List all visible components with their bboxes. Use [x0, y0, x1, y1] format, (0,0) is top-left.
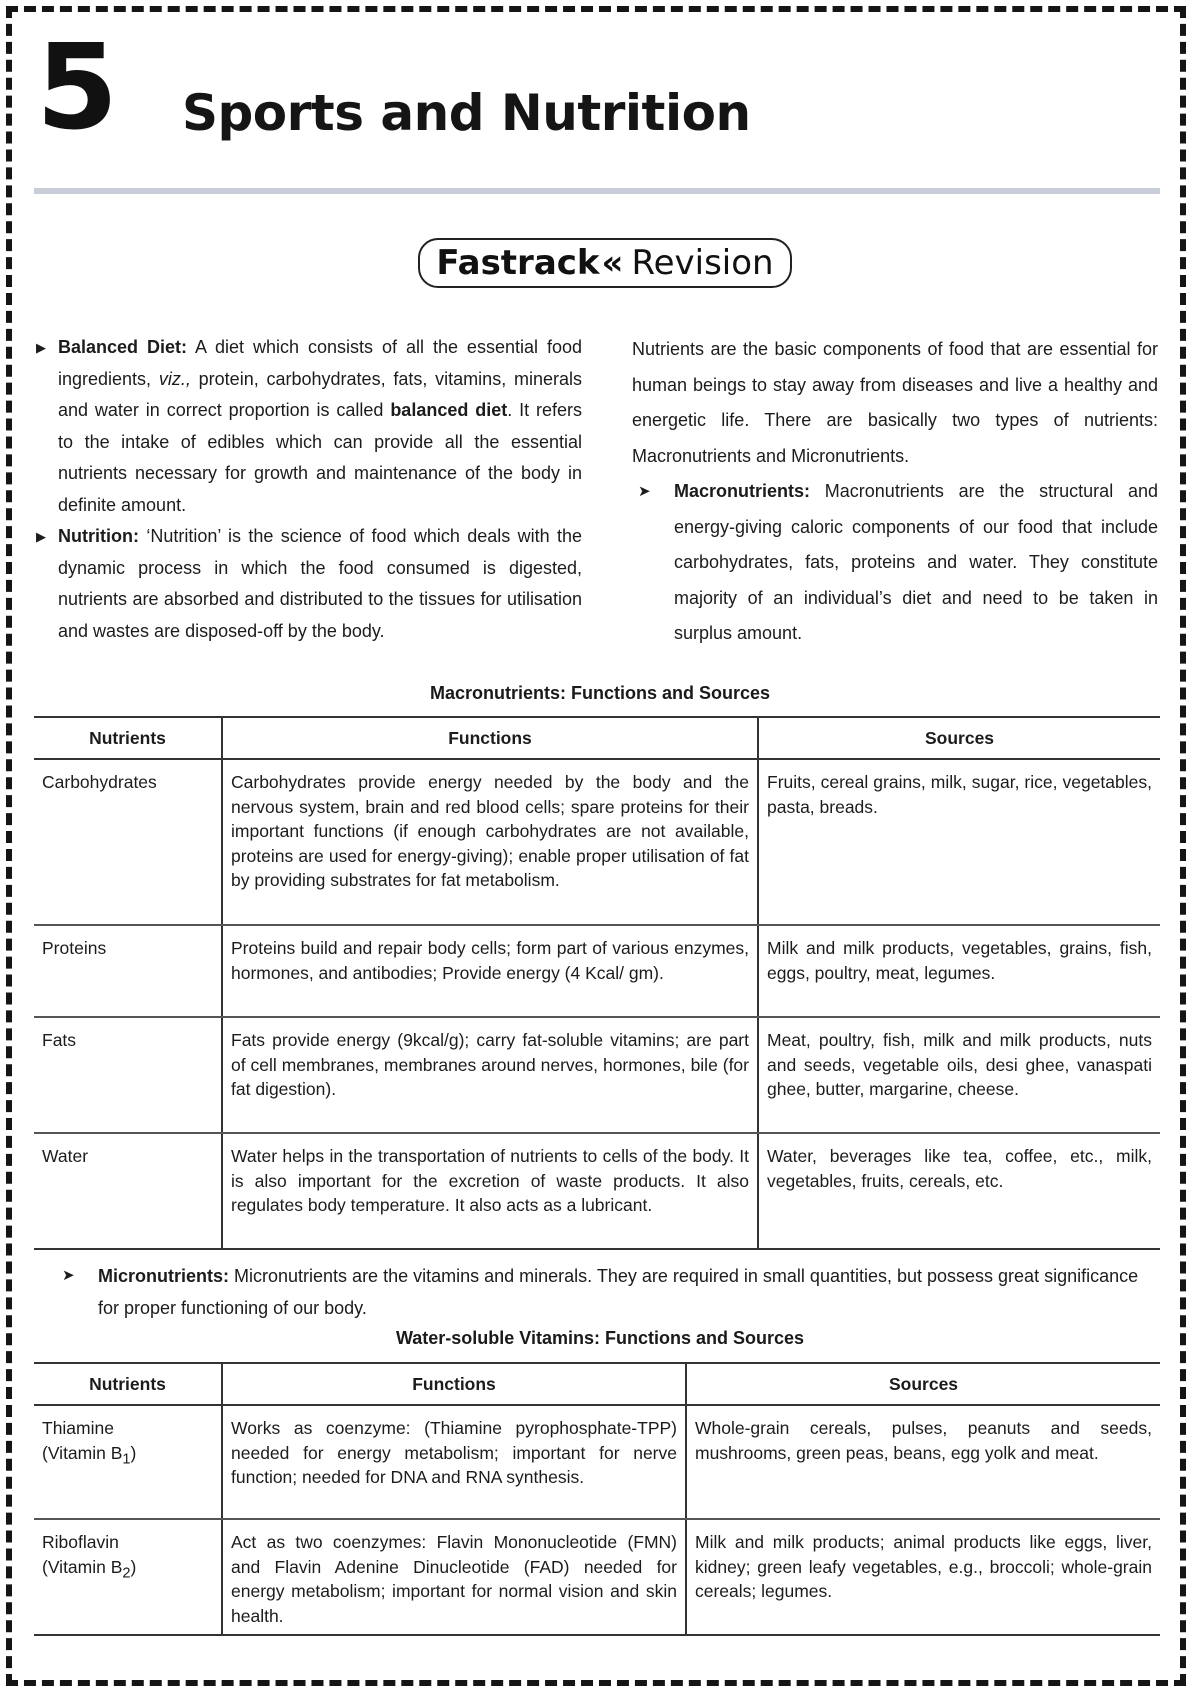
header-sources: Sources — [758, 717, 1160, 759]
table-row — [34, 759, 1160, 925]
nutrient-cell — [34, 1405, 222, 1519]
title-divider — [34, 188, 1160, 194]
functions-cell: Water helps in the transportation of nutrients to cells of the body. It is also important for the excretion of waste products. It also regulates body temperature. It also acts as a lubricant. — [222, 1133, 758, 1249]
sources-cell: Whole-grain cereals, pulses, peanuts and seeds, mushrooms, green peas, beans, egg yolk and meat. — [686, 1405, 1160, 1519]
functions-cell: Proteins build and repair body cells; form part of various enzymes, hormones, and antibodies; Provide energy (4 Kcal/ gm). — [222, 925, 758, 1017]
macronutrients-table — [34, 716, 1160, 1250]
sources-cell: Water, beverages like tea, coffee, etc., milk, vegetables, fruits, cereals, etc. — [758, 1133, 1160, 1249]
table-row — [34, 925, 1160, 1017]
macronutrients-text: Macronutrients are the structural and energy-giving caloric components of our food that include carbohydrates, fats, proteins and water. They constitute majority of an individual’s diet and need to be taken in surplus amount. — [674, 481, 1158, 643]
balanced-diet-viz: viz., — [158, 368, 191, 389]
left-column — [36, 332, 582, 647]
nutrient-cell: Fats — [34, 1017, 222, 1133]
vitamin-table-caption: Water-soluble Vitamins: Functions and Sources — [395, 1328, 805, 1348]
nutrient-cell: Carbohydrates — [34, 759, 222, 925]
nutrition-text: ‘Nutrition’ is the science of food which deals with the dynamic process in which the food consumed is digested, nutrients are absorbed and distributed to the tissues for utilisation and wastes are disposed-off by the body. — [58, 526, 582, 641]
nutrient-cell: Water — [34, 1133, 222, 1249]
banner-brand: Fastrack — [436, 243, 600, 283]
header-sources: Sources — [686, 1363, 1160, 1405]
vitamin-label — [42, 1441, 213, 1472]
header-functions: Functions — [222, 1363, 686, 1405]
functions-cell: Carbohydrates provide energy needed by the body and the nervous system, brain and red blood cells; spare proteins for their important functions (if enough carbohydrates are not available, proteins are used for energy-giving); enable proper utilisation of fat by providing substrates for fat metabolism. — [222, 759, 758, 925]
table-row — [34, 1405, 1160, 1519]
macro-table-caption: Macronutrients: Functions and Sources — [429, 683, 771, 703]
micronutrients-bullet — [62, 1260, 1160, 1324]
balanced-diet-term: Balanced Diet: — [58, 337, 188, 357]
header-functions: Functions — [222, 717, 758, 759]
banner-label: Revision — [631, 243, 774, 283]
functions-cell: Works as coenzyme: (Thiamine pyrophosphate-TPP) needed for energy metabolism; important for nerve function; needed for DNA and RNA synthesis. — [222, 1405, 686, 1519]
sources-cell: Milk and milk products, vegetables, grains, fish, eggs, poultry, meat, legumes. — [758, 925, 1160, 1017]
nutrients-intro: Nutrients are the basic components of food that are essential for human beings to stay away from diseases and live a healthy and energetic life. There are basically two types of nutrients: Macronutrients and Micronutrients. — [632, 339, 1158, 466]
chapter-title: Sports and Nutrition — [182, 84, 751, 142]
table-row — [34, 1133, 1160, 1249]
sources-cell: Meat, poultry, fish, milk and milk products, nuts and seeds, vegetable oils, desi ghee, vanaspati ghee, butter, margarine, cheese. — [758, 1017, 1160, 1133]
nutrient-cell: Proteins — [34, 925, 222, 1017]
table-row — [34, 1017, 1160, 1133]
sources-cell: Fruits, cereal grains, milk, sugar, rice, vegetables, pasta, breads. — [758, 759, 1160, 925]
fastrack-revision-banner — [418, 238, 792, 288]
vitamin-prefix: (Vitamin B — [42, 1556, 123, 1577]
macronutrients-bullet — [632, 474, 1158, 652]
header-nutrients: Nutrients — [34, 717, 222, 759]
table-header-row — [34, 717, 1160, 759]
vitamin-subscript: 1 — [122, 1451, 131, 1467]
table-header-row — [34, 1363, 1160, 1405]
vitamin-prefix: (Vitamin B — [42, 1442, 123, 1463]
balanced-diet-text-2: protein, carbohydrates, fats, vitamins, minerals and water in correct proportion is called — [58, 368, 583, 420]
water-soluble-vitamins-table — [34, 1362, 1160, 1636]
vitamin-subscript: 2 — [122, 1565, 131, 1581]
nutrient-cell — [34, 1519, 222, 1635]
triangle-bullet-icon: ▶ — [36, 340, 46, 355]
micronutrients-term: Micronutrients: — [98, 1266, 230, 1286]
sources-cell: Milk and milk products; animal products like eggs, liver, kidney; green leafy vegetables, e.g., broccoli; whole-grain cereals; legumes. — [686, 1519, 1160, 1635]
functions-cell: Fats provide energy (9kcal/g); carry fat-soluble vitamins; are part of cell membranes, membranes around nerves, hormones, bile (for fat digestion). — [222, 1017, 758, 1133]
micronutrients-text: Micronutrients are the vitamins and minerals. They are required in small quantities, but possess great significance for proper functioning of our body. — [98, 1266, 1139, 1318]
nutrition-term: Nutrition: — [58, 526, 139, 546]
nutrition-bullet — [36, 521, 582, 647]
balanced-diet-bullet — [36, 332, 582, 521]
vitamin-label — [42, 1555, 213, 1586]
header-nutrients: Nutrients — [34, 1363, 222, 1405]
balanced-diet-text-1: A diet which consists of all the essential food ingredients, — [58, 337, 582, 389]
functions-cell: Act as two coenzymes: Flavin Mononucleotide (FMN) and Flavin Adenine Dinucleotide (FAD) needed for energy metabolism; important for normal vision and skin health. — [222, 1519, 686, 1635]
banner-brand-mark: « — [601, 243, 624, 283]
macronutrients-term: Macronutrients: — [674, 481, 811, 501]
vitamin-suffix: ) — [130, 1442, 137, 1463]
vitamin-name: Riboflavin — [42, 1532, 119, 1552]
arrow-bullet-icon: ➤ — [638, 483, 651, 500]
arrow-bullet-icon: ➤ — [62, 1267, 75, 1284]
table-row — [34, 1519, 1160, 1635]
balanced-diet-text-3: . It refers to the intake of edibles which can provide all the essential nutrients necessary for growth and maintenance of the body in definite amount. — [58, 400, 583, 515]
right-column — [632, 332, 1158, 652]
triangle-bullet-icon: ▶ — [36, 529, 46, 544]
vitamin-name: Thiamine — [42, 1418, 114, 1438]
vitamin-suffix: ) — [130, 1556, 137, 1577]
chapter-number: 5 — [36, 18, 119, 156]
balanced-diet-bold-term: balanced diet — [390, 400, 508, 420]
